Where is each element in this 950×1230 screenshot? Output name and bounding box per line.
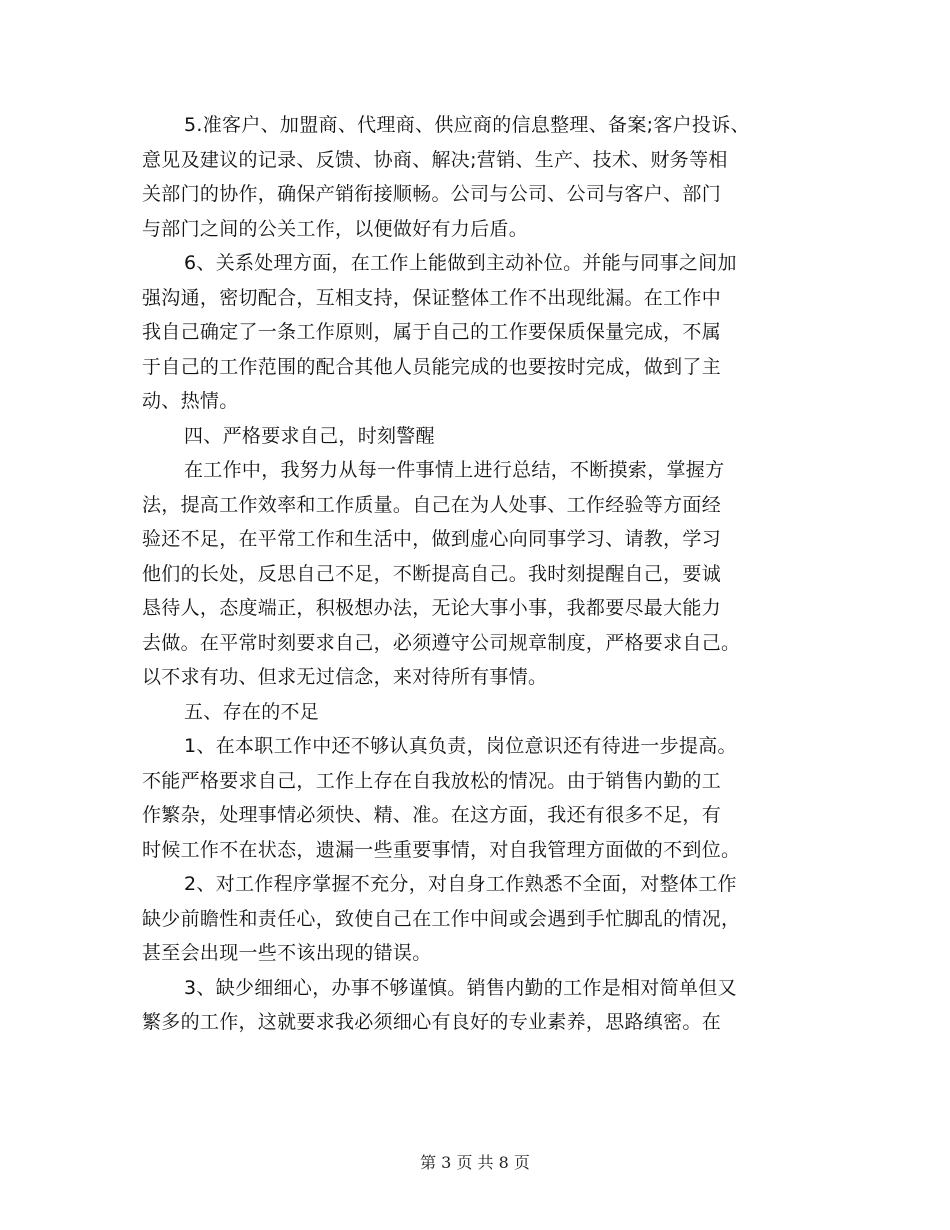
text-line: 关部门的协作，确保产销衔接顺畅。公司与公司、公司与客户、部门 [142,183,722,205]
text-line: 恳待人，态度端正，积极想办法，无论大事小事，我都要尽最大能力 [142,597,722,619]
text-line: 3、缺少细细心，办事不够谨慎。销售内勤的工作是相对简单但又 [184,976,737,999]
text-line: 2、对工作程序掌握不充分，对自身工作熟悉不全面，对整体工作 [184,873,737,895]
text-line: 我自己确定了一条工作原则，属于自己的工作要保质保量完成，不属 [142,321,722,343]
text-line: 意见及建议的记录、反馈、协商、解决;营销、生产、技术、财务等相 [142,148,728,171]
text-line: 以不求有功、但求无过信念，来对待所有事情。 [142,666,548,688]
text-line: 在工作中，我努力从每一件事情上进行总结，不断摸索，掌握方 [184,459,725,481]
text-line: 法，提高工作效率和工作质量。自己在为人处事、工作经验等方面经 [142,493,722,516]
text-line: 去做。在平常时刻要求自己，必须遵守公司规章制度，严格要求自己。 [142,631,741,654]
text-line: 与部门之间的公关工作，以便做好有力后盾。 [142,217,529,240]
text-line: 他们的长处，反思自己不足，不断提高自己。我时刻提醒自己，要诚 [142,562,722,585]
document-body [142,108,822,1040]
text-line: 繁多的工作，这就要求我必须细心有良好的专业素养，思路缜密。在 [142,1011,722,1033]
text-line: 甚至会出现一些不该出现的错误。 [142,942,432,964]
text-line: 于自己的工作范围的配合其他人员能完成的也要按时完成，做到了主 [142,355,722,378]
text-line: 作繁杂，处理事情必须快、精、准。在这方面，我还有很多不足，有 [142,804,722,826]
text-line: 五、存在的不足 [184,700,320,723]
text-line: 1、在本职工作中还不够认真负责，岗位意识还有待进一步提高。 [184,735,737,757]
text-line: 验还不足，在平常工作和生活中，做到虚心向同事学习、请教，学习 [142,528,722,550]
text-line: 缺少前瞻性和责任心，致使自己在工作中间或会遇到手忙脚乱的情况， [142,907,741,930]
text-line: 动、热情。 [142,390,239,412]
text-line: 四、严格要求自己，时刻警醒 [184,424,435,447]
page-footer: 第 3 页 共 8 页 [420,1153,530,1172]
text-line: 6、关系处理方面，在工作上能做到主动补位。并能与同事之间加 [184,252,737,274]
text-line: 强沟通，密切配合，互相支持，保证整体工作不出现纰漏。在工作中 [142,286,722,309]
text-line: 5.准客户、加盟商、代理商、供应商的信息整理、备案;客户投诉、 [184,114,750,136]
text-line: 时候工作不在状态，遗漏一些重要事情，对自我管理方面做的不到位。 [142,838,741,861]
text-line: 不能严格要求自己，工作上存在自我放松的情况。由于销售内勤的工 [142,769,722,792]
